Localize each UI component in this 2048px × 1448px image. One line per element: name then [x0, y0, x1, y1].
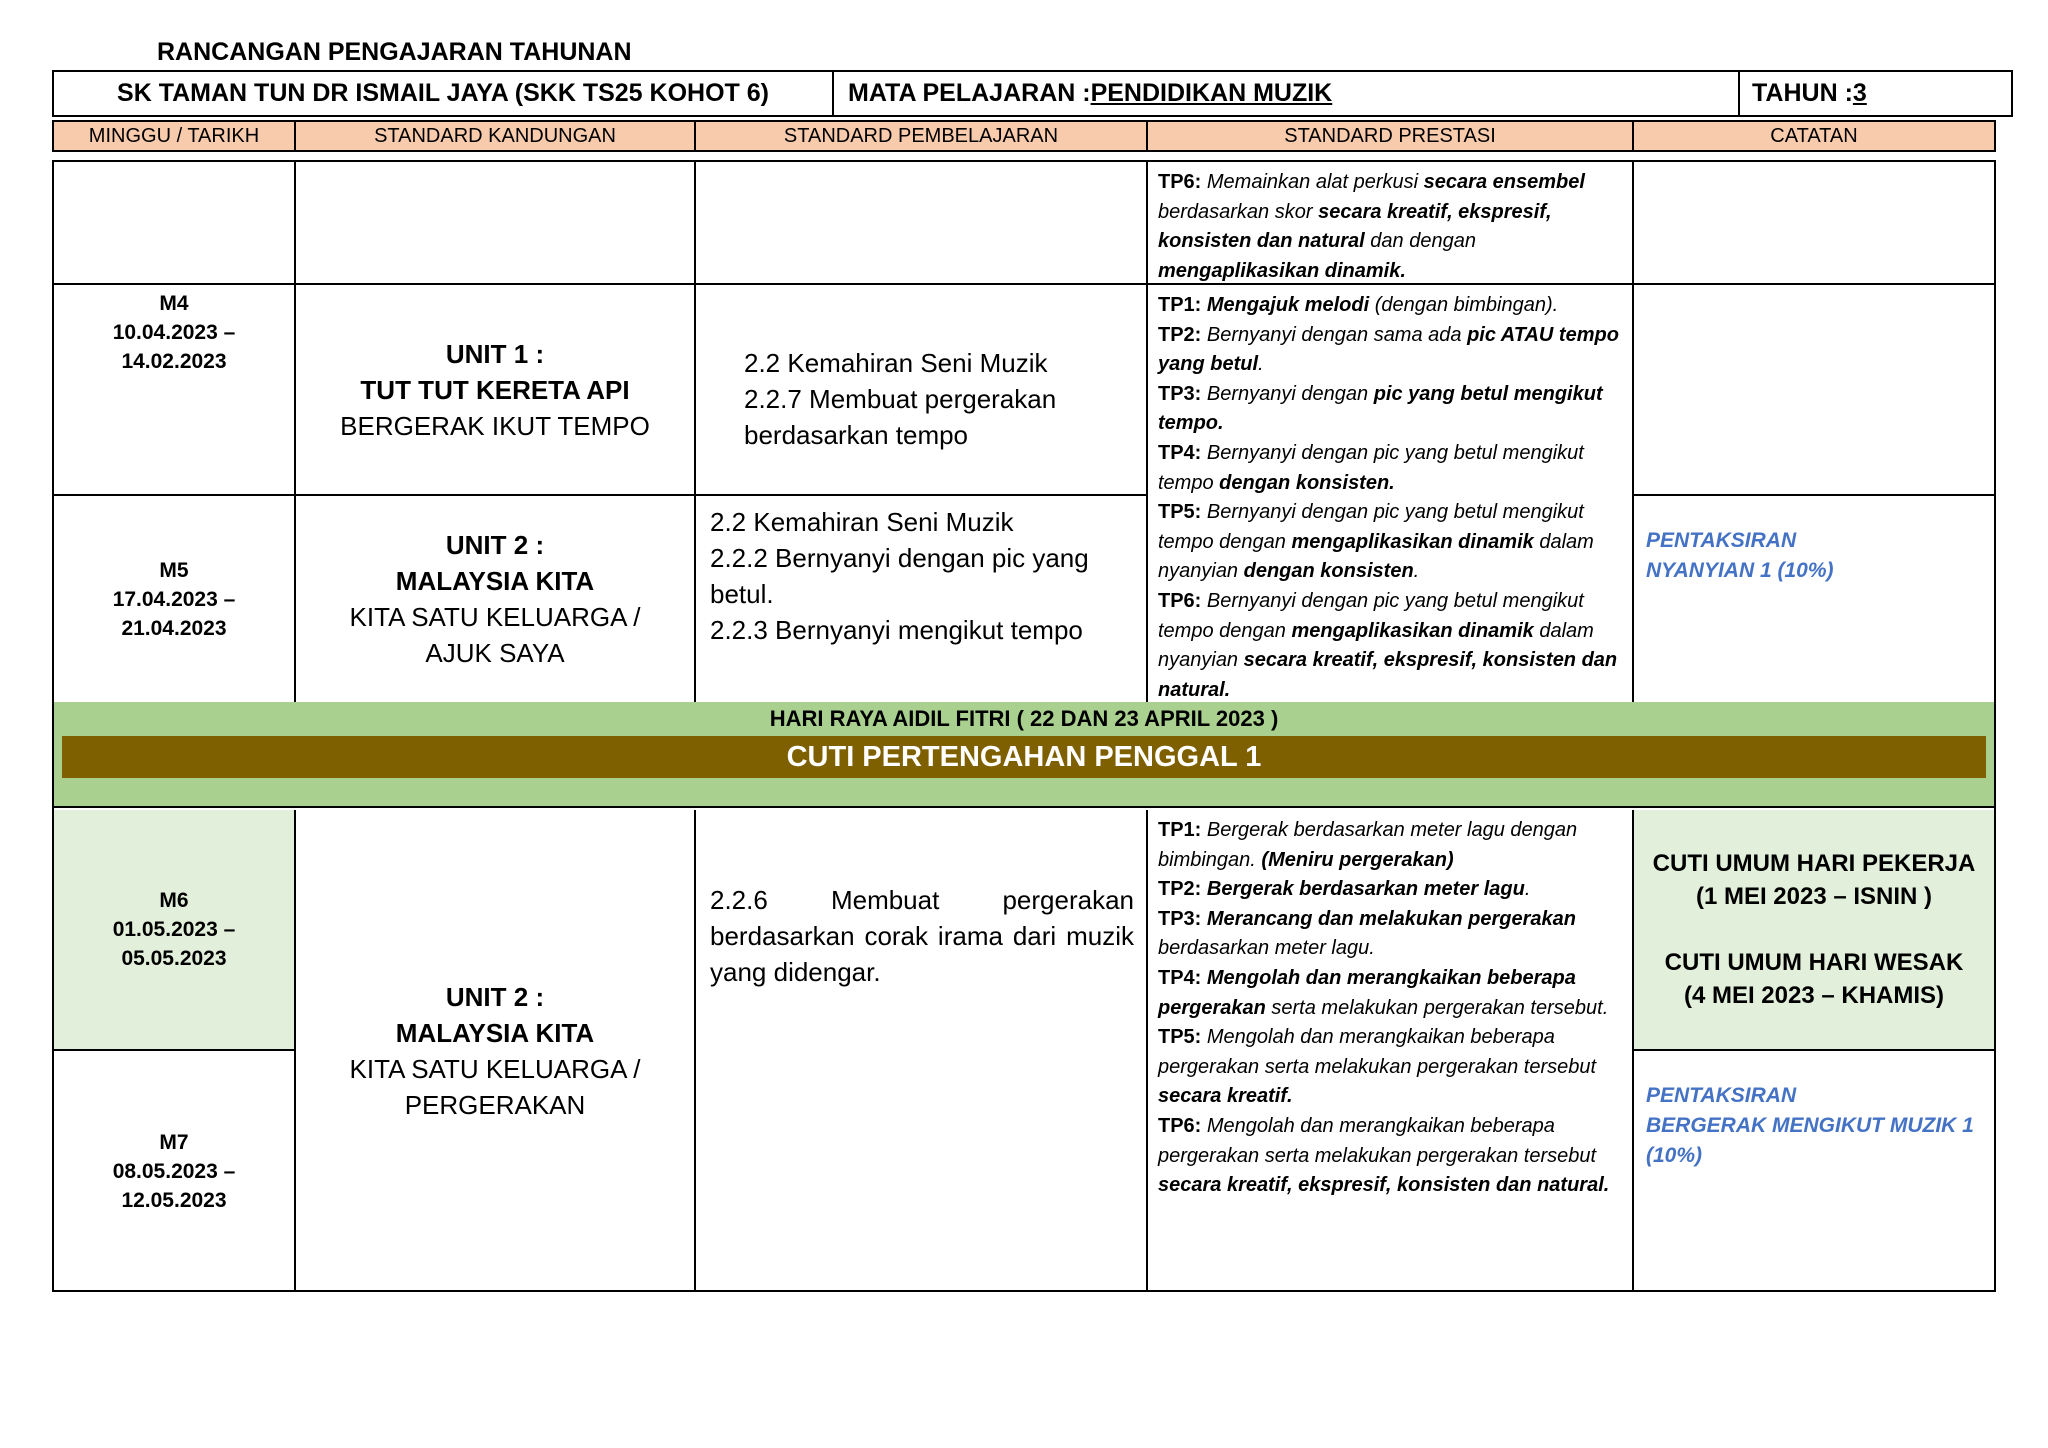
m7-catatan-cell	[1634, 1051, 1994, 1292]
date-start: 08.05.2023 –	[112, 1160, 236, 1183]
header-standard-pembelajaran: STANDARD PEMBELAJARAN	[696, 122, 1148, 150]
tp-text: Mengolah dan merangkaikan beberapa pergerakan	[1158, 966, 1576, 1019]
tp-label: TP6:	[1158, 589, 1202, 612]
tp-text: Bernyanyi dengan pic yang betul mengikut tempo dengan	[1158, 501, 1584, 553]
tp-text: .	[1258, 353, 1264, 376]
tp-item	[1158, 587, 1622, 705]
m4-catatan-cell	[1634, 285, 1994, 496]
m6-week-cell	[54, 810, 296, 1051]
subject-field	[834, 72, 1740, 115]
tp-item	[1158, 905, 1622, 964]
tp-item	[1158, 964, 1622, 1023]
sp-line: 2.2.7 Membuat pergerakan berdasarkan tempo	[744, 384, 1057, 450]
m4-week-cell	[54, 285, 296, 496]
tp-text: dengan konsisten.	[1219, 471, 1395, 494]
mid-term-break-band	[54, 702, 1994, 808]
date-start: 01.05.2023 –	[112, 918, 236, 941]
mid-term-break-label: CUTI PERTENGAHAN PENGGAL 1	[62, 736, 1986, 778]
tp-text: Bergerak berdasarkan meter lagu dengan bimbingan.	[1158, 819, 1578, 871]
year-field	[1740, 72, 2011, 115]
sp-line: 2.2.2 Bernyanyi dengan pic yang betul.	[710, 543, 1089, 609]
date-end: 14.02.2023	[121, 350, 227, 373]
tp-text: secara ensembel	[1423, 171, 1585, 193]
assessment-note: (10%)	[1646, 1144, 1703, 1167]
tp-text: secara kreatif, ekspresif, konsisten dan natural.	[1158, 649, 1618, 701]
tp-text: serta melakukan pergerakan tersebut.	[1265, 996, 1609, 1019]
tp-text: mengaplikasikan dinamik	[1291, 530, 1534, 553]
tp-label: TP5:	[1158, 501, 1202, 524]
m6-m7-sp-cell	[696, 810, 1148, 1292]
info-header	[52, 70, 2013, 117]
unit-number: UNIT 1 :	[445, 338, 545, 369]
tp-text: Bernyanyi dengan sama ada	[1201, 323, 1468, 346]
tp-text: mengaplikasikan dinamik.	[1158, 259, 1406, 282]
subject-value: PENDIDIKAN MUZIK	[1090, 79, 1333, 107]
cont-week-cell	[54, 162, 296, 285]
unit-subtitle: KITA SATU KELUARGA / PERGERAKAN	[349, 1054, 641, 1120]
tp-text: Merancang dan melakukan pergerakan	[1201, 907, 1576, 930]
tp-item	[1158, 816, 1622, 875]
tp-text: Bernyanyi dengan pic yang betul mengikut tempo	[1158, 441, 1584, 494]
holiday-note: CUTI UMUM HARI PEKERJA	[1652, 850, 1976, 877]
week-number: M5	[159, 558, 189, 582]
m5-week-cell	[54, 496, 296, 704]
tp-text: dan dengan	[1364, 230, 1476, 253]
m6-m7-sk-cell	[296, 810, 696, 1292]
tp-text: pic ATAU tempo yang betul	[1158, 323, 1619, 376]
week-number: M7	[159, 1131, 189, 1154]
date-end: 05.05.2023	[121, 947, 227, 970]
tp-text: Bergerak berdasarkan meter lagu	[1201, 878, 1525, 901]
tp-item	[1158, 439, 1622, 498]
m5-catatan-cell	[1634, 496, 1994, 704]
tp-label: TP3:	[1158, 382, 1202, 405]
tp-item	[1158, 321, 1622, 380]
table-header	[52, 120, 1996, 152]
tp-label: TP5:	[1158, 1026, 1202, 1049]
tp-item	[1158, 1112, 1622, 1201]
tp-label: TP6:	[1158, 171, 1202, 193]
tp-text: .	[1524, 878, 1531, 901]
holiday-date: (4 MEI 2023 – KHAMIS)	[1683, 982, 1945, 1009]
tp-item	[1158, 291, 1622, 321]
sp-line: 2.2.3 Bernyanyi mengikut tempo	[710, 615, 1083, 645]
tp-text: secara kreatif, ekspresif, konsisten dan natural.	[1158, 1174, 1610, 1197]
school-name: SK TAMAN TUN DR ISMAIL JAYA (SKK TS25 KOHOT 6)	[54, 72, 834, 115]
m7-week-cell	[54, 1051, 296, 1292]
tp-text: berdasarkan meter lagu.	[1158, 937, 1375, 960]
tp-text: pic yang betul mengikut tempo.	[1158, 382, 1603, 435]
header-minggu: MINGGU / TARIKH	[54, 122, 296, 150]
tp-label: TP6:	[1158, 1114, 1202, 1137]
unit-subtitle: BERGERAK IKUT TEMPO	[340, 410, 650, 441]
sp-line: 2.2.6 Membuat pergerakan berdasarkan corak irama dari muzik yang didengar.	[710, 885, 1134, 987]
assessment-note: BERGERAK MENGIKUT MUZIK 1	[1646, 1114, 1974, 1137]
unit-subtitle: KITA SATU KELUARGA / AJUK SAYA	[349, 602, 641, 668]
tp-text: dengan konsisten	[1243, 560, 1414, 583]
m4-m5-prestasi-cell	[1148, 285, 1634, 704]
m4-sp-cell	[696, 285, 1148, 496]
unit-number: UNIT 2 :	[445, 982, 545, 1012]
tp-text: (dengan bimbingan).	[1369, 294, 1559, 316]
date-start: 17.04.2023 –	[112, 587, 236, 611]
assessment-note: PENTAKSIRAN	[1646, 1084, 1797, 1107]
date-end: 21.04.2023	[121, 616, 227, 640]
tp-item	[1158, 498, 1622, 587]
tp-text: berdasarkan skor	[1158, 200, 1319, 223]
tp-label: TP2:	[1158, 323, 1202, 346]
tp-label: TP3:	[1158, 907, 1202, 930]
cont-sp-cell	[696, 162, 1148, 285]
document-title: RANCANGAN PENGAJARAN TAHUNAN	[157, 38, 632, 66]
tp-label: TP1:	[1158, 819, 1202, 841]
tp-text: secara kreatif, ekspresif, konsisten dan natural	[1158, 200, 1552, 253]
unit-title: MALAYSIA KITA	[395, 1018, 595, 1048]
year-label: TAHUN :	[1752, 79, 1853, 107]
tp-text: (Meniru pergerakan)	[1261, 848, 1454, 871]
tp-text: Mengajuk melodi	[1201, 294, 1370, 316]
unit-number: UNIT 2 :	[445, 530, 545, 560]
header-standard-prestasi: STANDARD PRESTASI	[1148, 122, 1634, 150]
tp-text: secara kreatif.	[1158, 1085, 1293, 1108]
unit-title: MALAYSIA KITA	[395, 566, 595, 596]
tp-label: TP4:	[1158, 441, 1202, 464]
m5-sp-cell	[696, 496, 1148, 704]
tp-text: Memainkan alat perkusi	[1201, 171, 1424, 193]
unit-title: TUT TUT KERETA API	[360, 374, 630, 405]
year-value: 3	[1852, 79, 1867, 107]
header-catatan: CATATAN	[1770, 124, 1858, 147]
tp-text: Mengolah dan merangkaikan beberapa pergerakan serta melakukan pergerakan tersebut	[1158, 1026, 1597, 1078]
tp-text: .	[1413, 560, 1420, 583]
m6-m7-prestasi-cell	[1148, 810, 1634, 1292]
tp-text: Bernyanyi dengan pic yang betul mengikut tempo dengan	[1158, 589, 1584, 642]
holiday-date: (1 MEI 2023 – ISNIN )	[1695, 883, 1933, 910]
sp-line: 2.2 Kemahiran Seni Muzik	[710, 507, 1014, 537]
tp-label: TP2:	[1158, 878, 1202, 901]
tp-item	[1158, 380, 1622, 439]
date-start: 10.04.2023 –	[112, 321, 236, 344]
tp-text: mengaplikasikan dinamik	[1291, 619, 1534, 642]
cont-catatan-cell	[1634, 162, 1994, 285]
tp-item	[1158, 875, 1622, 905]
tp-label: TP4:	[1158, 966, 1202, 989]
hari-raya-note: HARI RAYA AIDIL FITRI ( 22 DAN 23 APRIL 2023 )	[769, 706, 1279, 731]
cont-sk-cell	[296, 162, 696, 285]
date-end: 12.05.2023	[121, 1189, 227, 1212]
tp-text: dalam nyanyian	[1158, 530, 1594, 583]
cont-prestasi-cell	[1148, 162, 1634, 285]
sp-line: 2.2 Kemahiran Seni Muzik	[744, 348, 1048, 378]
m6-catatan-cell	[1634, 810, 1994, 1051]
subject-label: MATA PELAJARAN :	[848, 79, 1091, 107]
tp-text: Bernyanyi dengan	[1201, 382, 1374, 405]
tp-label: TP1:	[1158, 294, 1202, 316]
tp-text: dalam nyanyian	[1158, 619, 1594, 672]
tp-text: Mengolah dan merangkaikan beberapa pergerakan serta melakukan pergerakan tersebut	[1158, 1114, 1597, 1167]
holiday-note: CUTI UMUM HARI WESAK	[1664, 949, 1964, 976]
m4-sk-cell	[296, 285, 696, 496]
week-number: M6	[159, 889, 189, 912]
assessment-note: NYANYIAN 1 (10%)	[1646, 559, 1834, 582]
m5-sk-cell	[296, 496, 696, 704]
header-standard-kandungan: STANDARD KANDUNGAN	[296, 122, 696, 150]
assessment-note: PENTAKSIRAN	[1646, 529, 1797, 552]
tp-item	[1158, 1023, 1622, 1112]
week-number: M4	[159, 292, 189, 315]
